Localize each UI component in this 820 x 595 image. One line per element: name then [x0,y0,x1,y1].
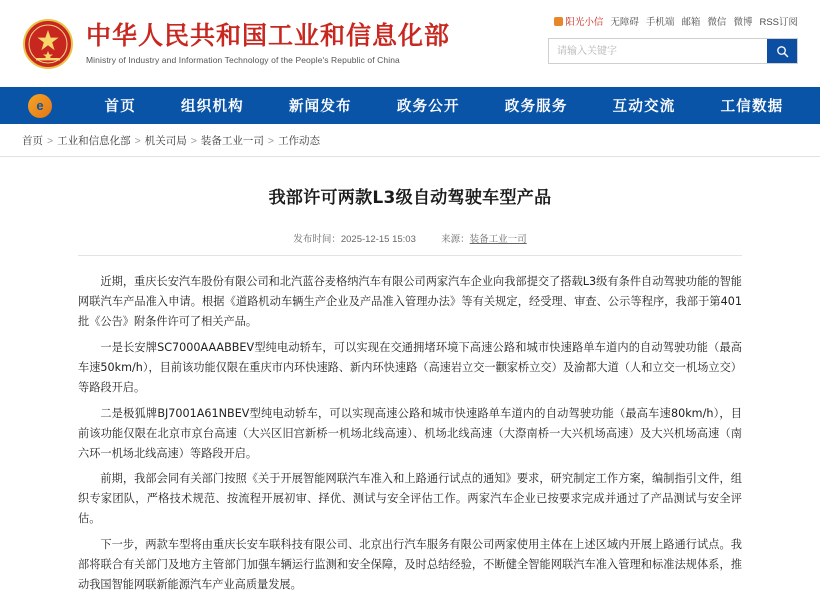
main-nav [0,87,820,124]
breadcrumb-separator: > [134,134,141,147]
nav-item-home[interactable]: 首页 [104,99,136,115]
nav-logo-icon[interactable]: e [28,94,52,118]
nav-items [82,95,820,116]
top-link-weibo[interactable]: 微博 [733,17,753,28]
site-title [86,22,450,65]
site-header [0,0,820,87]
search-icon [776,45,789,58]
breadcrumb-item-3[interactable]: 装备工业一司 [200,135,264,147]
top-links [548,14,798,28]
breadcrumb-item-2[interactable]: 机关司局 [144,135,187,147]
source-link[interactable]: 装备工业一司 [469,234,527,245]
article-paragraph: 一是长安牌SC7000AAABBEV型纯电动轿车，可以实现在交通拥堵环境下高速公路和城市快速路单车道内的自动驾驶功能（最高车速50km/h），目前该功能仅限在重庆市内环快速路、新内环快速路（高速岩立交一颧家桥立交）及渝都大道（人和立交一机场立交）等路段开启。 [78,340,742,394]
breadcrumb-item-4[interactable]: 工作动态 [278,135,321,147]
top-link-mail[interactable]: 邮箱 [681,17,701,28]
wechat-square-icon [554,17,563,26]
publish-label: 发布时间： [293,234,341,245]
breadcrumb-separator: > [47,134,54,147]
article [0,157,820,595]
article-body [78,272,742,595]
article-paragraph: 前期，我部会同有关部门按照《关于开展智能网联汽车准入和上路通行试点的通知》要求，研究制定工作方案，编制指引文件，组织专家团队，严格技术规范、按流程开展初审、择优、测试与安全评估工作。两家汽车企业已按要求完成并通过了产品测试与安全评估。 [78,472,742,526]
nav-item-interaction[interactable]: 互动交流 [612,99,676,115]
article-paragraph: 下一步，两款车型将由重庆长安车联科技有限公司、北京出行汽车服务有限公司两家使用主体在上述区域内开展上路通行试点。我部将联合有关部门及地方主管部门加强车辆运行监测和安全保障，及时总结经验，不断健全智能网联汽车准入管理和标准法规体系，推动我国智能网联新能源汽车产业高质量发展。 [78,538,742,592]
site-title-en: Ministry of Industry and Information Technology of the People's Republic of China [86,54,400,65]
top-link-rss[interactable]: RSS订阅 [759,17,798,28]
nav-item-news[interactable]: 新闻发布 [288,99,352,115]
breadcrumb-item-0[interactable]: 首页 [22,135,43,147]
nav-item-disclosure[interactable]: 政务公开 [396,99,460,115]
article-paragraph: 近期，重庆长安汽车股份有限公司和北汽蓝谷麦格纳汽车有限公司两家汽车企业向我部提交了搭载L3级有条件自动驾驶功能的智能网联汽车产品准入申请。根据《道路机动车辆生产企业及产品准入管理办法》等有关规定，经受理、审查、公示等程序，我部于第401批《公告》附条件许可了相关产品。 [78,275,742,328]
site-title-cn: 中华人民共和国工业和信息化部 [86,21,451,51]
top-link-sunshine[interactable]: 阳光小信 [554,14,603,28]
top-link-accessibility[interactable]: 无障碍 [610,17,639,28]
publish-time: 2025-12-15 15:03 [340,234,416,245]
search-input[interactable] [549,39,767,63]
nav-item-organization[interactable]: 组织机构 [181,99,244,115]
article-meta [78,231,742,256]
header-right [548,14,798,64]
article-paragraph: 二是极狐牌BJ7001A61NBEV型纯电动轿车，可以实现高速公路和城市快速路单车道内的自动驾驶功能（最高车速80km/h），目前该功能仅限在北京市京台高速（大兴区旧宫新桥一机场北线高速）、机场北线高速（大漈南桥一大兴机场高速）及大兴机场高速（南六环一机场北线高速）等路段开启。 [78,406,742,460]
breadcrumb-item-1[interactable]: 工业和信息化部 [57,135,131,147]
national-emblem-icon [22,18,74,70]
search-button[interactable] [767,39,797,63]
top-link-mobile[interactable]: 手机端 [645,17,675,28]
breadcrumb-separator: > [190,134,197,147]
breadcrumb [0,124,820,157]
nav-item-services[interactable]: 政务服务 [504,99,568,115]
source-label: 来源： [441,234,470,245]
breadcrumb-separator: > [267,134,275,147]
top-link-wechat[interactable]: 微信 [707,17,727,28]
search-bar [548,38,798,64]
nav-item-data[interactable]: 工信数据 [720,99,784,115]
page-title: 我部许可两款L3级自动驾驶车型产品 [268,188,552,208]
